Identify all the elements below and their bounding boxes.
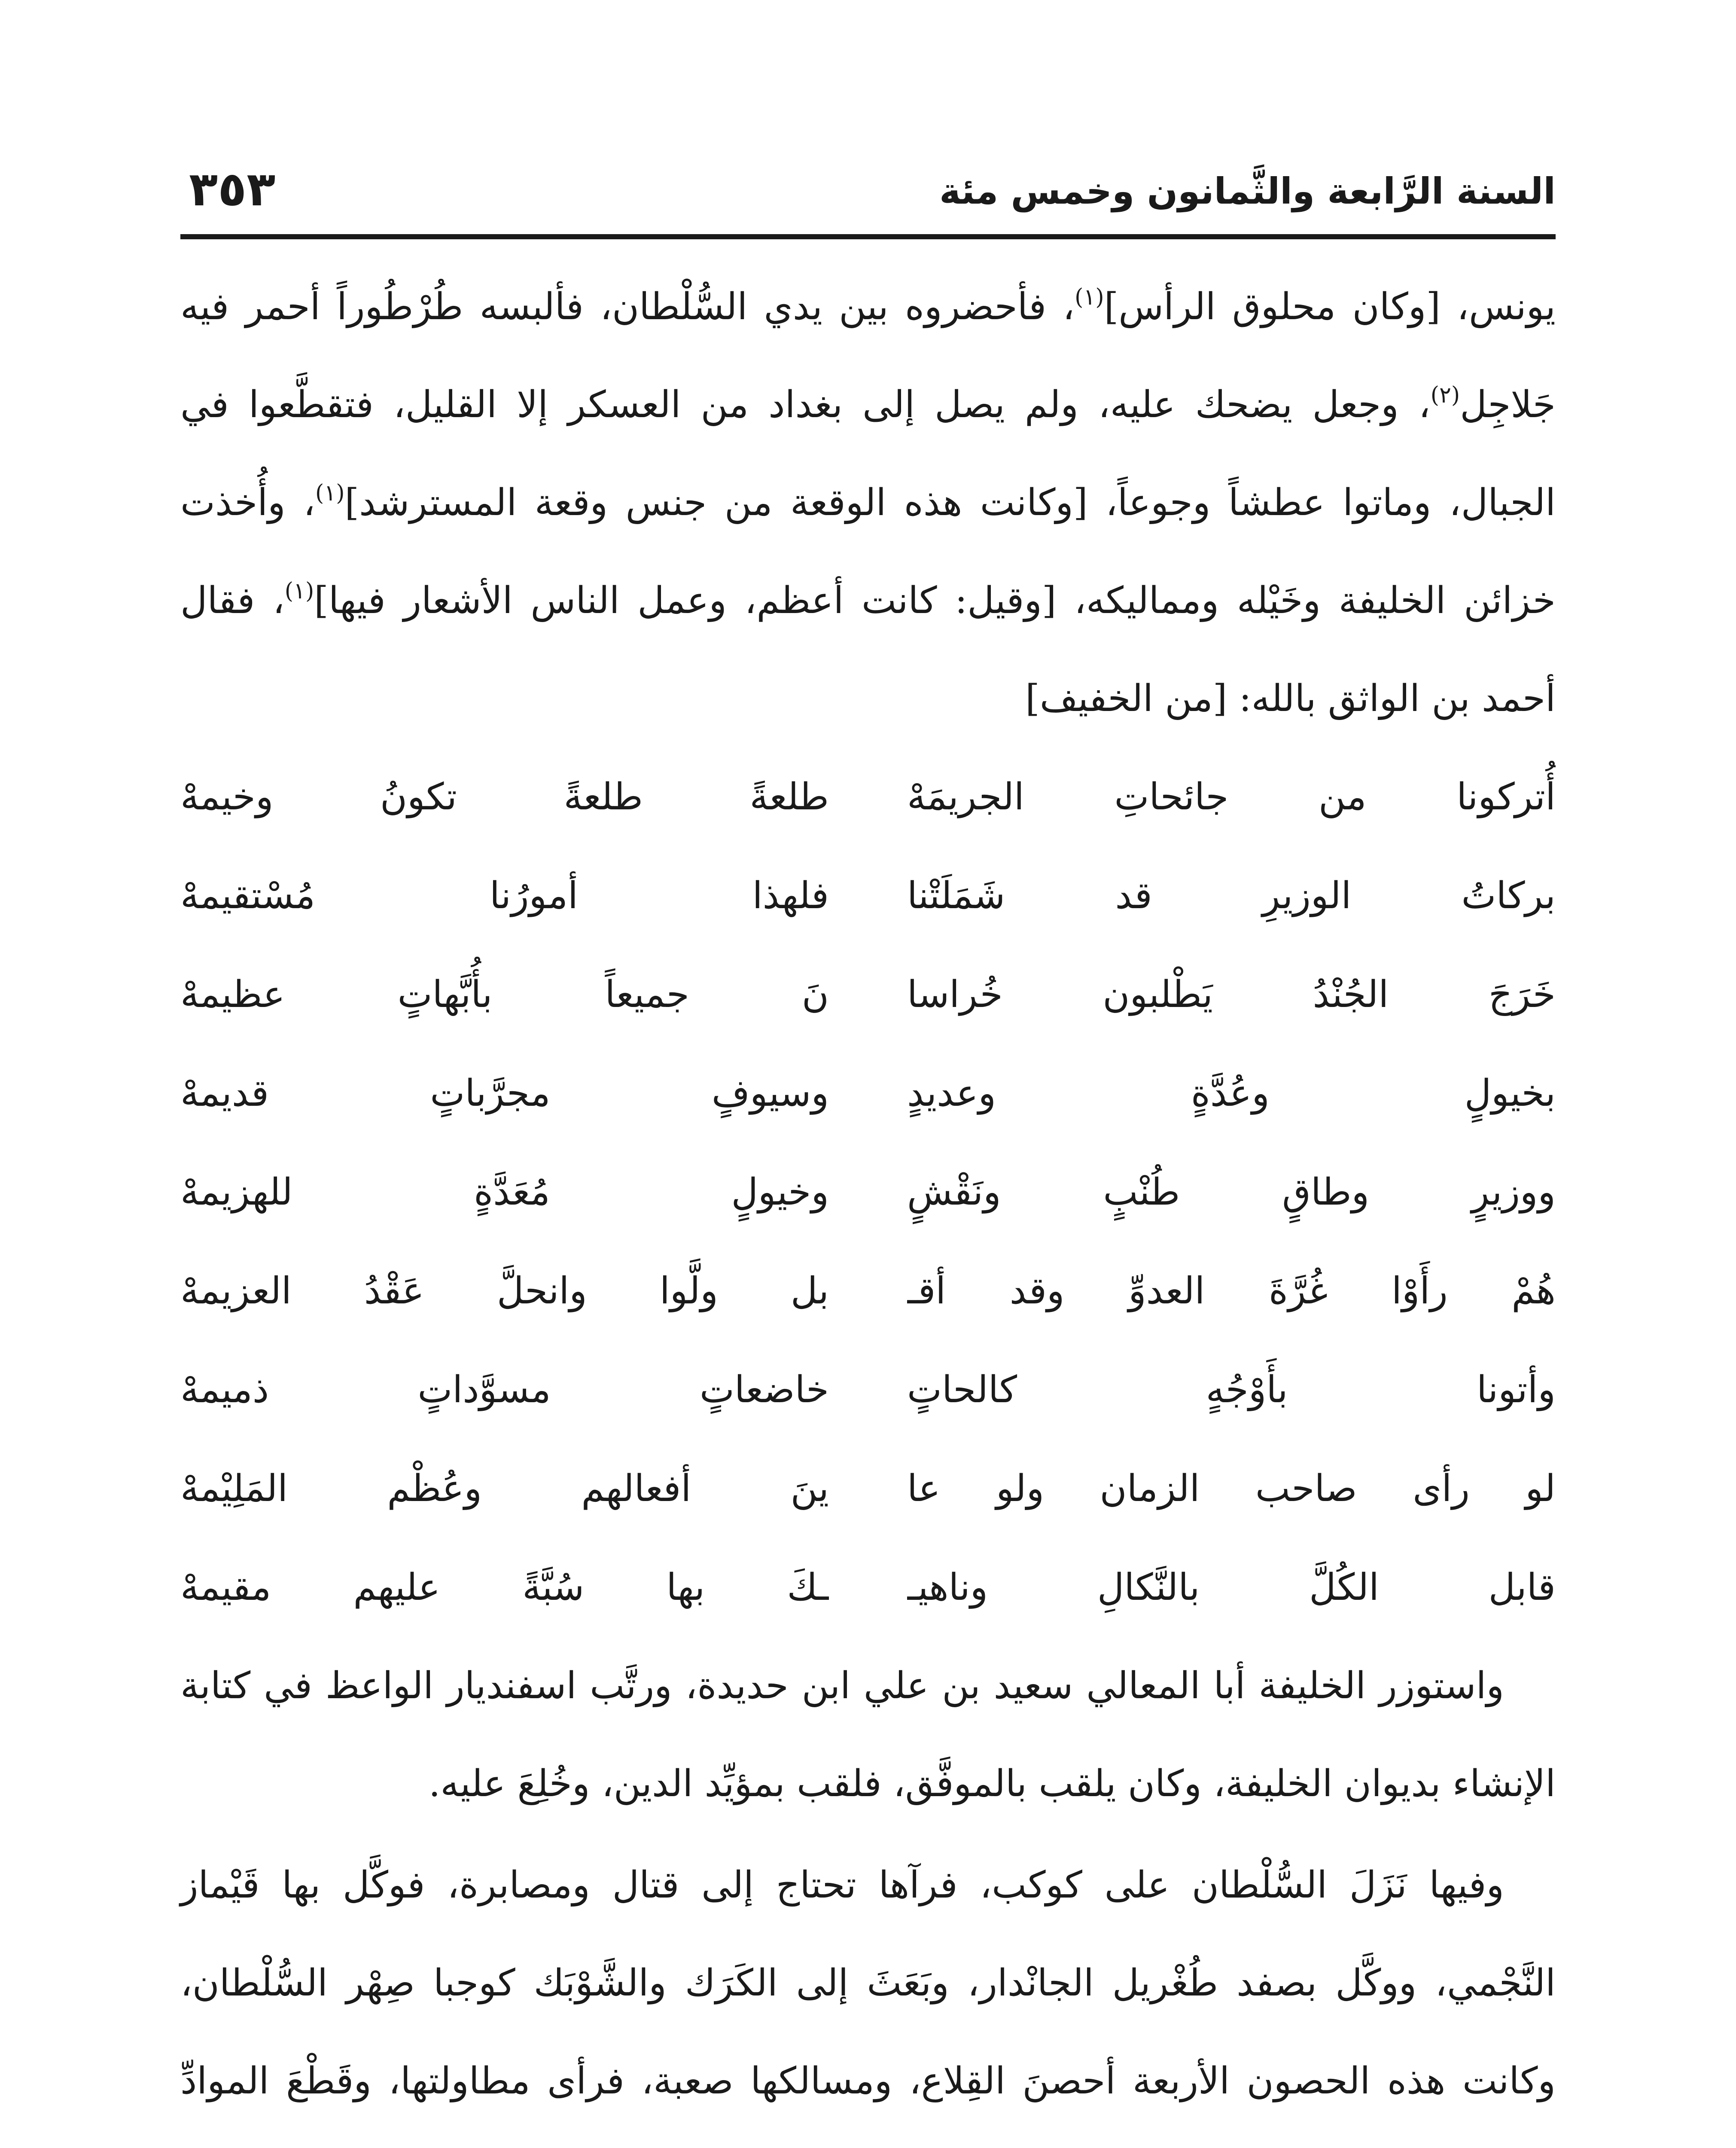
text-segment: ، فقال أحمد بن الواثق بالله: [من الخفيف]	[180, 579, 1556, 720]
verse-line	[180, 1242, 1556, 1340]
verse-line	[180, 846, 1556, 945]
verse-first-hemistich: بخيولٍ وعُدَّةٍ وعديدٍ	[907, 1072, 1556, 1115]
verse-first-hemistich: ووزيرٍ وطاقٍ طُنْبٍ ونَقْشٍ	[907, 1171, 1556, 1214]
verse-line	[180, 748, 1556, 846]
paragraph-intro	[180, 258, 1556, 748]
verse-first-hemistich: أُتركونا من جائحاتِ الجريمَهْ	[907, 775, 1556, 818]
verse-line	[180, 945, 1556, 1044]
verse-first-hemistich: وأتونا بأَوْجُهٍ كالحاتٍ	[907, 1368, 1556, 1411]
verse-first-hemistich: قابل الكُلَّ بالنَّكالِ وناهيـ	[907, 1566, 1556, 1609]
poem	[180, 748, 1556, 1637]
main-text	[180, 258, 1556, 2148]
verse-line	[180, 1439, 1556, 1538]
verse-second-hemistich: وخيولٍ مُعَدَّةٍ للهزيمهْ	[180, 1171, 829, 1214]
verse-second-hemistich: نَ جميعاً بأُبَّهاتٍ عظيمهْ	[180, 973, 829, 1016]
footnote-ref: (١)	[315, 480, 345, 506]
paragraph-vizier: واستوزر الخليفة أبا المعالي سعيد بن علي ابن حديدة، ورتَّب اسفنديار الواعظ في كتابة الإنشاء بديوان الخليفة، وكان يلقب بالموفَّق، فلقب بمؤيِّد الدين، وخُلِعَ عليه.	[180, 1664, 1556, 1805]
verse-first-hemistich: لو رأى صاحب الزمان ولو عا	[907, 1467, 1556, 1510]
verse-second-hemistich: خاضعاتٍ مسوَّداتٍ ذميمهْ	[180, 1368, 829, 1411]
verse-line	[180, 1538, 1556, 1637]
text-segment: ، وأُخذت خزائن الخليفة وخَيْله ومماليكه، [وقيل: كانت أعظم، وعمل الناس الأشعار فيها]	[180, 481, 1556, 622]
verse-first-hemistich: هُمْ رأَوْا غُرَّةَ العدوِّ وقد أقـ	[907, 1269, 1556, 1312]
footnote-ref: (٢)	[1430, 382, 1460, 408]
verse-second-hemistich: ينَ أفعالهم وعُظْم المَلِيْمهْ	[180, 1467, 829, 1510]
chapter-title: السنة الرَّابعة والثَّمانون وخمس مئة	[939, 170, 1556, 212]
verse-first-hemistich: خَرَجَ الجُنْدُ يَطْلبون خُراسا	[907, 973, 1556, 1016]
verse-second-hemistich: بل ولَّوا وانحلَّ عَقْدُ العزيمهْ	[180, 1269, 829, 1312]
text-segment: ، فأحضروه بين يدي السُّلْطان، فألبسه طُرْطُوراً أحمر فيه جَلاجِل	[180, 285, 1556, 426]
footnote-ref: (١)	[1075, 284, 1104, 310]
verse-second-hemistich: طلعةً طلعةً تكونُ وخيمهْ	[180, 775, 829, 818]
header-divider	[180, 234, 1556, 239]
verse-line	[180, 1044, 1556, 1143]
verse-second-hemistich: ـكَ بها سُبَّةً عليهم مقيمهْ	[180, 1566, 829, 1609]
verse-second-hemistich: وسيوفٍ مجرَّباتٍ قديمهْ	[180, 1072, 829, 1115]
verse-second-hemistich: فلهذا أمورُنا مُسْتقيمهْ	[180, 874, 829, 917]
paragraph-kawkab: وفيها نَزَلَ السُّلْطان على كوكب، فرآها تحتاج إلى قتال ومصابرة، فوكَّل بها قَيْماز النَّجْمي، ووكَّل بصفد طُغْريل الجانْدار، وبَعَثَ إلى الكَرَك والشَّوْبَك كوجبا صِهْر السُّلْطان، وكانت هذه الحصون الأربعة أحصنَ القِلاع، ومسالكها صعبة، فرأى مطاولتها، وقَطْعَ الموادِّ	[180, 1864, 1556, 2102]
footnote-ref: (١)	[284, 578, 314, 604]
verse-line	[180, 1143, 1556, 1242]
text-segment: يونس، [وكان محلوق الرأس]	[1104, 285, 1556, 328]
verse-first-hemistich: بركاتُ الوزيرِ قد شَمَلَتْنا	[907, 874, 1556, 917]
verse-line	[180, 1340, 1556, 1439]
text-segment: ، وجعل يضحك عليه، ولم يصل إلى بغداد من العسكر إلا القليل، فتقطَّعوا في الجبال، وماتوا عطشاً وجوعاً، [وكانت هذه الوقعة من جنس وقعة المسترشد]	[180, 383, 1556, 524]
page-number: ٣٥٣	[189, 162, 276, 217]
running-header	[180, 163, 1556, 228]
